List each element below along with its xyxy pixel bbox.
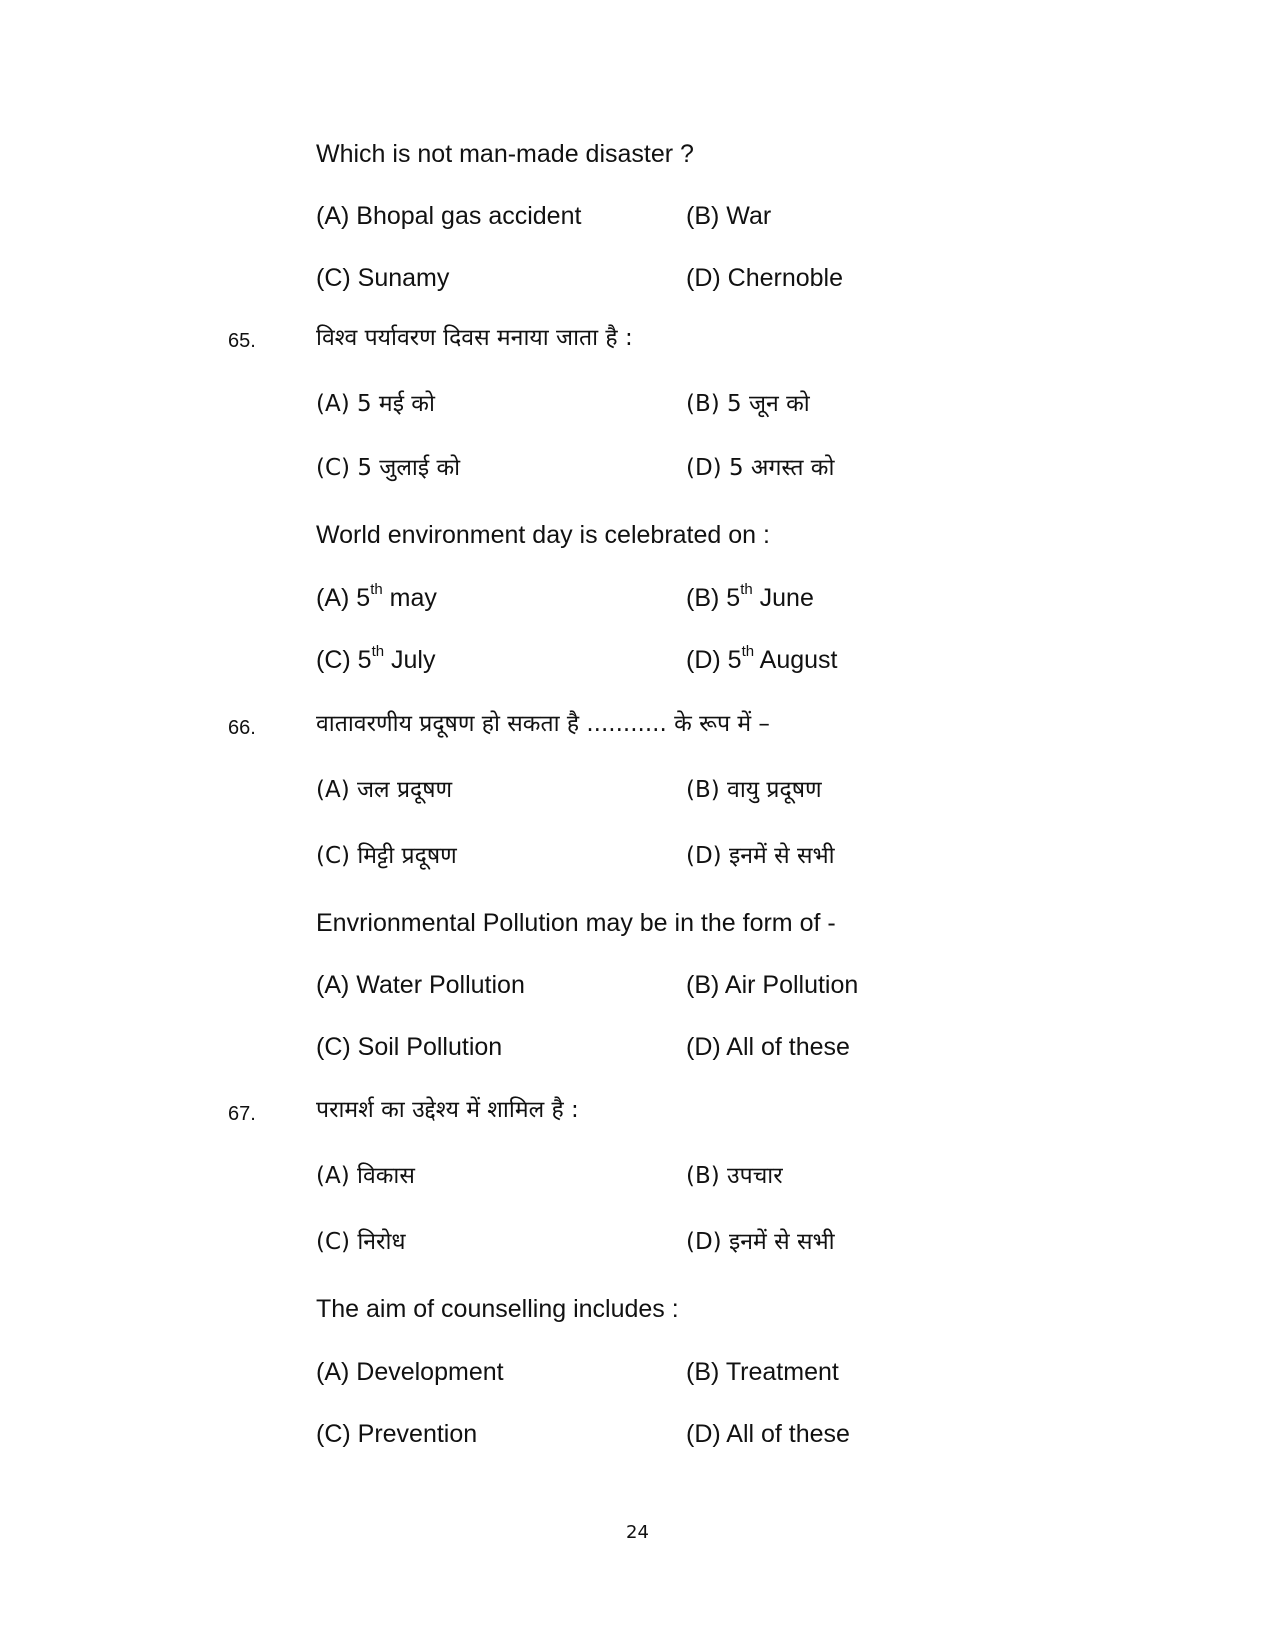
option-a: (A) Water Pollution [316, 971, 525, 999]
option-b: (B) Treatment [686, 1358, 839, 1386]
option-a: (A) 5th may [316, 580, 437, 612]
question-text: The aim of counselling includes : [316, 1295, 679, 1323]
option-d-hindi: (D) इनमें से सभी [686, 843, 835, 869]
option-d-hindi: (D) 5 अगस्त को [686, 455, 835, 481]
question-text-hindi: विश्व पर्यावरण दिवस मनाया जाता है : [316, 325, 633, 351]
option-a-hindi: (A) विकास [316, 1163, 415, 1189]
option-a: (A) Bhopal gas accident [316, 202, 582, 230]
option-b-hindi: (B) 5 जून को [686, 391, 810, 417]
option-b-hindi: (B) वायु प्रदूषण [686, 777, 822, 803]
option-c-hindi: (C) मिट्टी प्रदूषण [316, 843, 457, 869]
option-c: (C) Soil Pollution [316, 1033, 503, 1061]
option-c: (C) 5th July [316, 642, 436, 674]
question-text: World environment day is celebrated on : [316, 521, 770, 549]
option-b-hindi: (B) उपचार [686, 1163, 783, 1189]
option-d: (D) All of these [686, 1033, 850, 1061]
option-a-hindi: (A) जल प्रदूषण [316, 777, 453, 803]
question-text-hindi: परामर्श का उद्देश्य में शामिल है : [316, 1097, 579, 1123]
question-number: 66. [228, 717, 256, 739]
option-b: (B) 5th June [686, 580, 814, 612]
option-c-hindi: (C) निरोध [316, 1229, 406, 1255]
option-d: (D) 5th August [686, 642, 838, 674]
option-b: (B) Air Pollution [686, 971, 859, 999]
option-d-hindi: (D) इनमें से सभी [686, 1229, 835, 1255]
question-text-hindi: वातावरणीय प्रदूषण हो सकता है ........... के रूप में – [316, 711, 770, 737]
option-d: (D) Chernoble [686, 264, 844, 292]
page-number: 24 [626, 1522, 649, 1543]
question-number: 65. [228, 330, 256, 352]
question-text: Envrionmental Pollution may be in the form of - [316, 909, 836, 937]
option-a: (A) Development [316, 1358, 504, 1386]
question-number: 67. [228, 1103, 256, 1125]
option-b: (B) War [686, 202, 772, 230]
option-c: (C) Sunamy [316, 264, 450, 292]
option-d: (D) All of these [686, 1420, 850, 1448]
option-c: (C) Prevention [316, 1420, 478, 1448]
question-text: Which is not man-made disaster ? [316, 140, 694, 168]
option-a-hindi: (A) 5 मई को [316, 391, 435, 417]
option-c-hindi: (C) 5 जुलाई को [316, 455, 461, 481]
